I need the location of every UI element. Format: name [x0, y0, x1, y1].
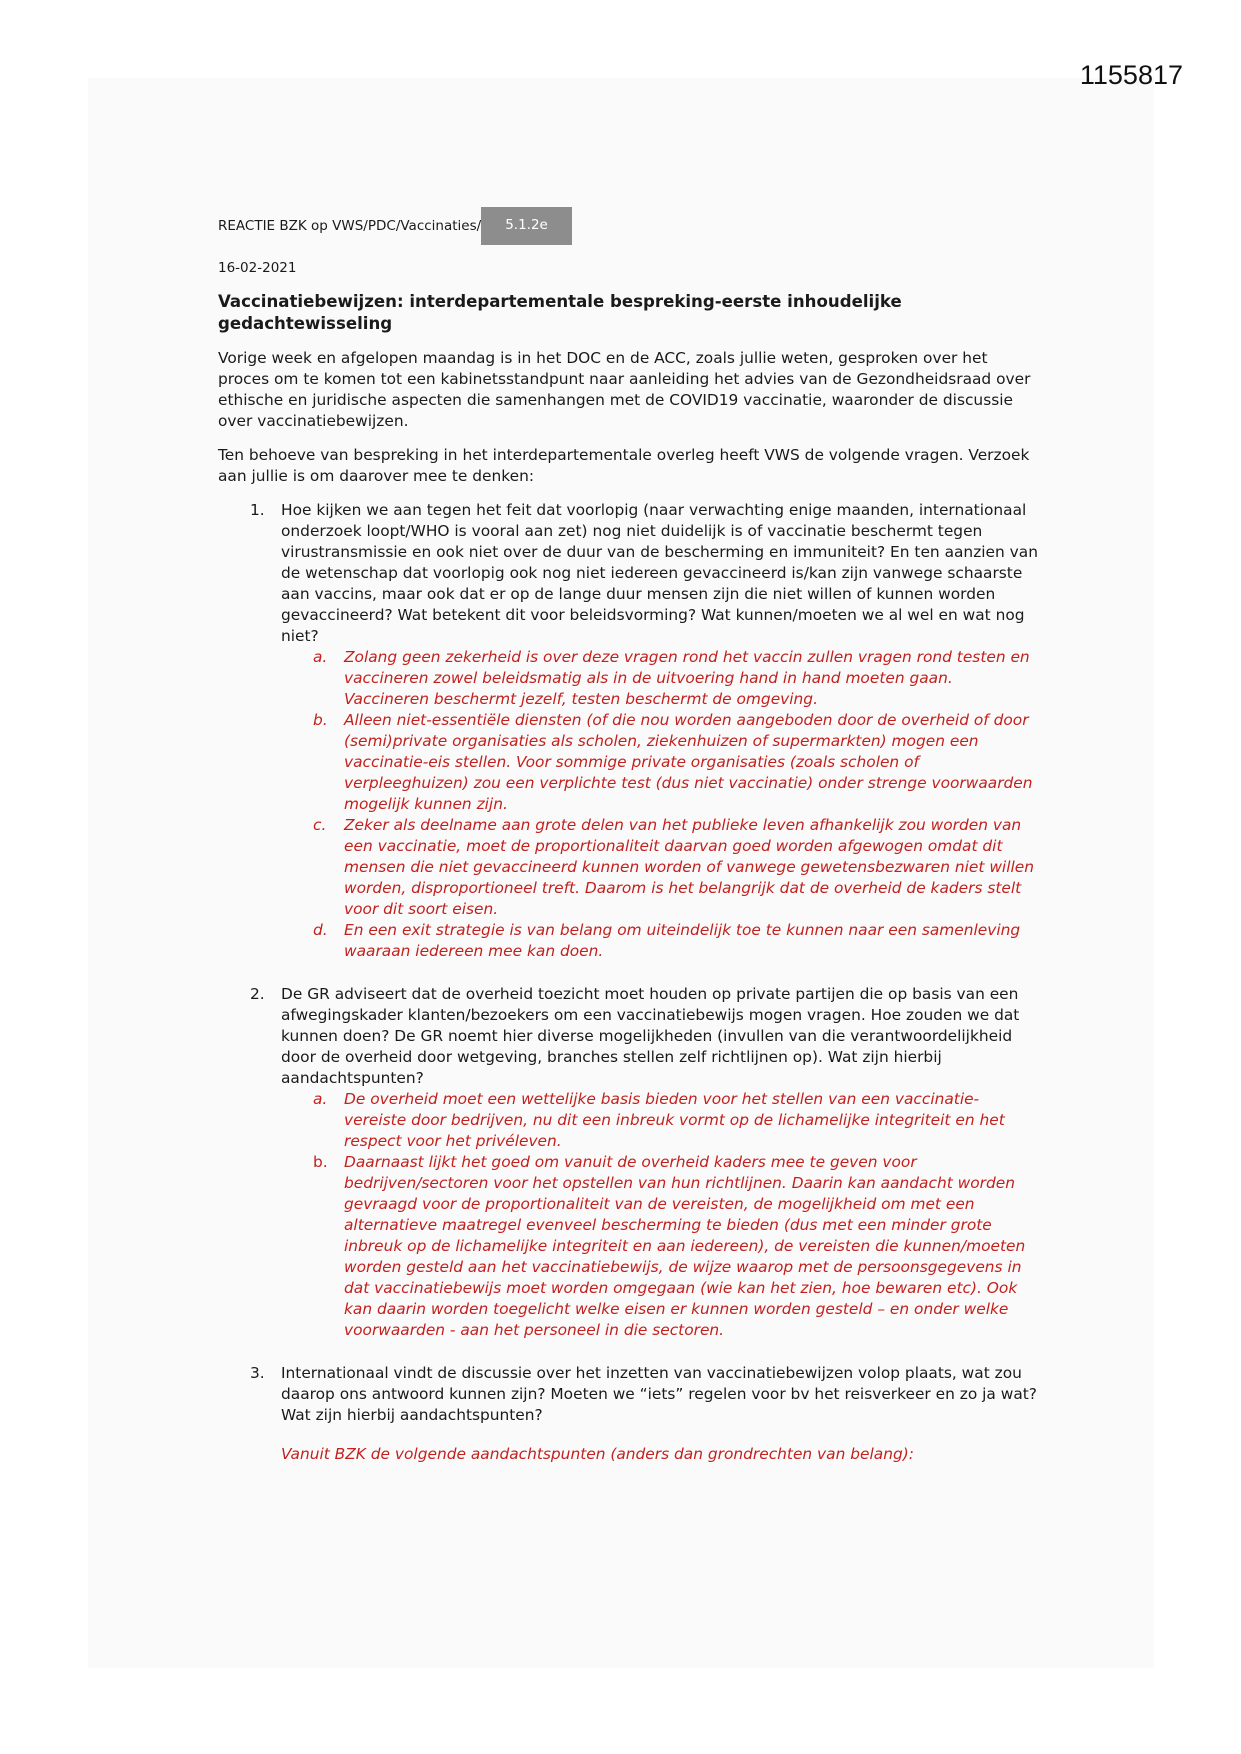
document-date: 16-02-2021 — [218, 260, 297, 276]
redaction-code-box: 5.1.2e — [481, 207, 572, 245]
answer-text: Zeker als deelname aan grote delen van het publieke leven afhankelijk zou worden van een vaccinatie, moet de proportionaliteit daarvan goed worden afgewogen omdat dit mensen die niet gevaccineerd kunnen worden of vanwege gewetensbezwaren niet willen worden, disproportioneel treft. Daarom is het belangrijk dat de overheid de kaders stelt voor dit soort eisen. — [344, 816, 1034, 918]
answer-item — [281, 710, 1038, 815]
question-item-1 — [218, 500, 1038, 962]
answer-letter: b. — [313, 711, 328, 729]
reference-line — [218, 208, 1038, 244]
closing-note: Vanuit BZK de volgende aandachtspunten (anders dan grondrechten van belang): — [281, 1445, 914, 1463]
answer-list — [281, 647, 1038, 962]
intro-paragraph: Vorige week en afgelopen maandag is in het DOC en de ACC, zoals jullie weten, gesproken over het proces om te komen tot een kabinetsstandpunt naar aanleiding het advies van de Gezondheidsraad over ethische en juridische aspecten die samenhangen met de COVID19 vaccinatie, waaronder de discussie over vaccinatiebewijzen. — [218, 349, 1031, 430]
answer-item — [281, 647, 1038, 710]
question-text: Hoe kijken we aan tegen het feit dat voorlopig (naar verwachting enige maanden, internationaal onderzoek loopt/WHO is vooral aan zet) nog niet duidelijk is of vaccinatie beschermt tegen virustransmissie en ook niet over de duur van de bescherming en immuniteit? En ten aanzien van de wetenschap dat voorlopig ook nog niet iedereen gevaccineerd is/kan zijn vanwege schaarste aan vaccins, maar ook dat er op de lange duur mensen zijn die niet willen of kunnen worden gevaccineerd? Wat betekent dit voor beleidsvorming? Wat kunnen/moeten we al wel en wat nog niet? — [281, 501, 1038, 645]
answer-letter: d. — [313, 921, 328, 939]
answer-text: Zolang geen zekerheid is over deze vragen rond het vaccin zullen vragen rond testen en vaccineren zowel beleidsmatig als in de uitvoering hand in hand moeten gaan. Vaccineren beschermt jezelf, testen beschermt de omgeving. — [344, 648, 1030, 708]
question-list — [218, 500, 1038, 1465]
answer-text: Alleen niet-essentiële diensten (of die nou worden aangeboden door de overheid of door (semi)private organisaties als scholen, ziekenhuizen of supermarkten) mogen een vaccinatie-eis stellen. Voor sommige private organisaties (zoals scholen of verpleeghuizen) zou een verplichte test (dus niet vaccinatie) onder strenge voorwaarden mogelijk kunnen zijn. — [344, 711, 1033, 813]
answer-item — [281, 1089, 1038, 1152]
answer-text: En een exit strategie is van belang om uiteindelijk toe te kunnen naar een samenleving waaraan iedereen mee kan doen. — [344, 921, 1021, 960]
document-number: 1155817 — [1079, 60, 1183, 90]
question-item-3 — [218, 1363, 1038, 1465]
question-text: Internationaal vindt de discussie over het inzetten van vaccinatiebewijzen volop plaats, wat zou daarop ons antwoord kunnen zijn? Moeten we “iets” regelen voor bv het reisverkeer en zo ja wat? Wat zijn hierbij aandachtspunten? — [281, 1364, 1037, 1424]
question-number: 1. — [250, 501, 265, 519]
answer-letter: c. — [313, 816, 327, 834]
question-item-2 — [218, 984, 1038, 1341]
answer-item — [281, 815, 1038, 920]
answer-text: De overheid moet een wettelijke basis bieden voor het stellen van een vaccinatie-vereiste door bedrijven, nu dit een inbreuk vormt op de lichamelijke integriteit en het respect voor het privéleven. — [344, 1090, 1005, 1150]
question-text: De GR adviseert dat de overheid toezicht moet houden op private partijen die op basis van een afwegingskader klanten/bezoekers om een vaccinatiebewijs mogen vragen. Hoe zouden we dat kunnen doen? De GR noemt hier diverse mogelijkheden (invullen van die verantwoordelijkheid door de overheid door wetgeving, branches stellen zelf richtlijnen op). Wat zijn hierbij aandachtspunten? — [281, 985, 1020, 1087]
answer-letter: a. — [313, 648, 328, 666]
document-body — [218, 208, 1038, 1487]
question-number: 2. — [250, 985, 265, 1003]
answer-text: Daarnaast lijkt het goed om vanuit de overheid kaders mee te geven voor bedrijven/sectoren voor het opstellen van hun richtlijnen. Daarin kan aandacht worden gevraagd voor de proportionaliteit van de vereisten, de mogelijkheid om met een alternatieve maatregel evenveel bescherming te bieden (dus met een minder grote inbreuk op de lichamelijke integriteit en aan iedereen), de vereisten die kunnen/moeten worden gesteld aan het vaccinatiebewijs, de wijze waarop met de persoonsgegevens in dat vaccinatiebewijs moet worden omgegaan (wie kan het zien, hoe bewaren etc). Ook kan daarin worden toegelicht welke eisen er kunnen worden gesteld – en onder welke voorwaarden - aan het personeel in die sectoren. — [344, 1153, 1026, 1339]
question-number: 3. — [250, 1364, 265, 1382]
answer-item — [281, 1152, 1038, 1341]
answer-letter: b. — [313, 1153, 328, 1171]
document-title: Vaccinatiebewijzen: interdepartementale bespreking-eerste inhoudelijke gedachtewisseling — [218, 292, 902, 333]
answer-item — [281, 920, 1038, 962]
answer-list — [281, 1089, 1038, 1341]
reference-text: REACTIE BZK op VWS/PDC/Vaccinaties/ — [218, 217, 482, 234]
request-paragraph: Ten behoeve van bespreking in het interdepartementale overleg heeft VWS de volgende vragen. Verzoek aan jullie is om daarover mee te denken: — [218, 446, 1030, 485]
answer-letter: a. — [313, 1090, 328, 1108]
